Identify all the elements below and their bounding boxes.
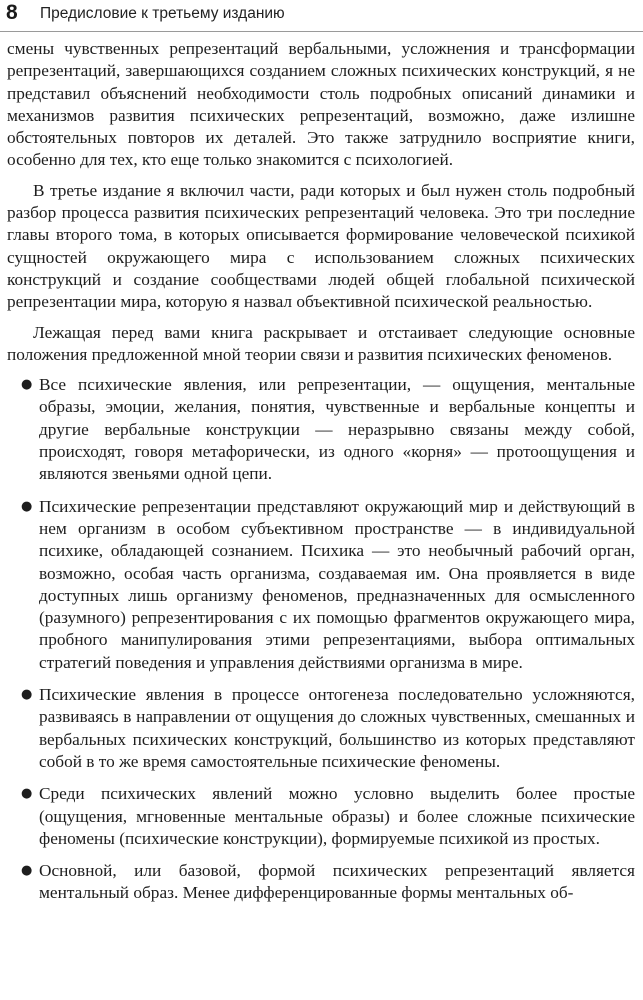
bullet-icon: ●	[21, 687, 33, 703]
bullet-icon: ●	[21, 786, 33, 802]
bullet-icon: ●	[21, 377, 33, 393]
bullet-icon: ●	[21, 498, 33, 514]
list-item	[7, 860, 635, 905]
paragraph: В третье издание я включил части, ради которых и был нужен столь подробный разбор процесса развития психических репрезентаций человека. Это три последние главы второго тома, в которых описывается формирование человеческой психикой сущностей окружающего мира с использованием сложных психических конструкций и создание сообществами людей общей глобальной психической репрезентации мира, которую я назвал объективной психической реальностью.	[7, 180, 635, 312]
list-item	[7, 783, 635, 850]
list-item-text: Психические репрезентации представляют окружающий мир и действующий в нем организм в особом субъективном пространстве — в индивидуальной психике, обладающей сознанием. Психика — это необычный рабочий орган, возможно, особая часть организма, создаваемая им. Она проявляется в виде доступных лишь организму феноменов, предназначенных для осмысленного (разумного) репрезентирования с их помощью фрагментов окружающего мира, пробного манипулирования этими репрезентациями, выбора оптимальных стратегий поведения и управления действиями организма в мире.	[39, 496, 635, 672]
paragraph: Лежащая перед вами книга раскрывает и отстаивает следующие основные положения предложенной мной теории связи и развития психических феноменов.	[7, 322, 635, 364]
list-item	[7, 374, 635, 485]
list-item-text: Среди психических явлений можно условно выделить более простые (ощущения, мгновенные ментальные образы) и более сложные психические феномены (психические конструкции), формируемые психикой из простых.	[39, 784, 635, 848]
list-item	[7, 684, 635, 773]
body-text	[7, 38, 635, 915]
paragraph-continuation: смены чувственных репрезентаций вербальными, усложнения и трансформации репрезентаций, завершающихся созданием сложных психических конструкций, я не представил объяснений необходимости столь подробных описаний динамики и механизмов развития психических репрезентаций, возможно, даже излишне обстоятельных повторов их деталей. Это также затруднило восприятие книги, особенно для тех, кто еще только знакомится с психологией.	[7, 39, 635, 170]
header-divider	[0, 31, 643, 32]
running-header	[0, 0, 643, 30]
list-item	[7, 496, 635, 674]
running-title: Предисловие к третьему изданию	[40, 5, 285, 22]
list-item-text: Все психические явления, или репрезентации, — ощущения, ментальные образы, эмоции, желания, понятия, чувственные и вербальные концепты и другие вербальные конструкции — неразрывно связаны между собой, происходят, говоря метафорически, из одного «корня» — протоощущения и являются звеньями одной цепи.	[39, 375, 635, 484]
bullet-list	[7, 374, 635, 905]
list-item-text: Психические явления в процессе онтогенеза последовательно усложняются, развиваясь в направлении от ощущения до сложных чувственных, смешанных и вербальных психических конструкций, большинство из которых представляют собой в то же время самостоятельные психические феномены.	[39, 685, 635, 771]
bullet-icon: ●	[21, 863, 33, 879]
page-number: 8	[6, 1, 18, 24]
list-item-text: Основной, или базовой, формой психических репрезентаций является ментальный образ. Менее дифференцированные формы ментальных об-	[39, 861, 635, 903]
